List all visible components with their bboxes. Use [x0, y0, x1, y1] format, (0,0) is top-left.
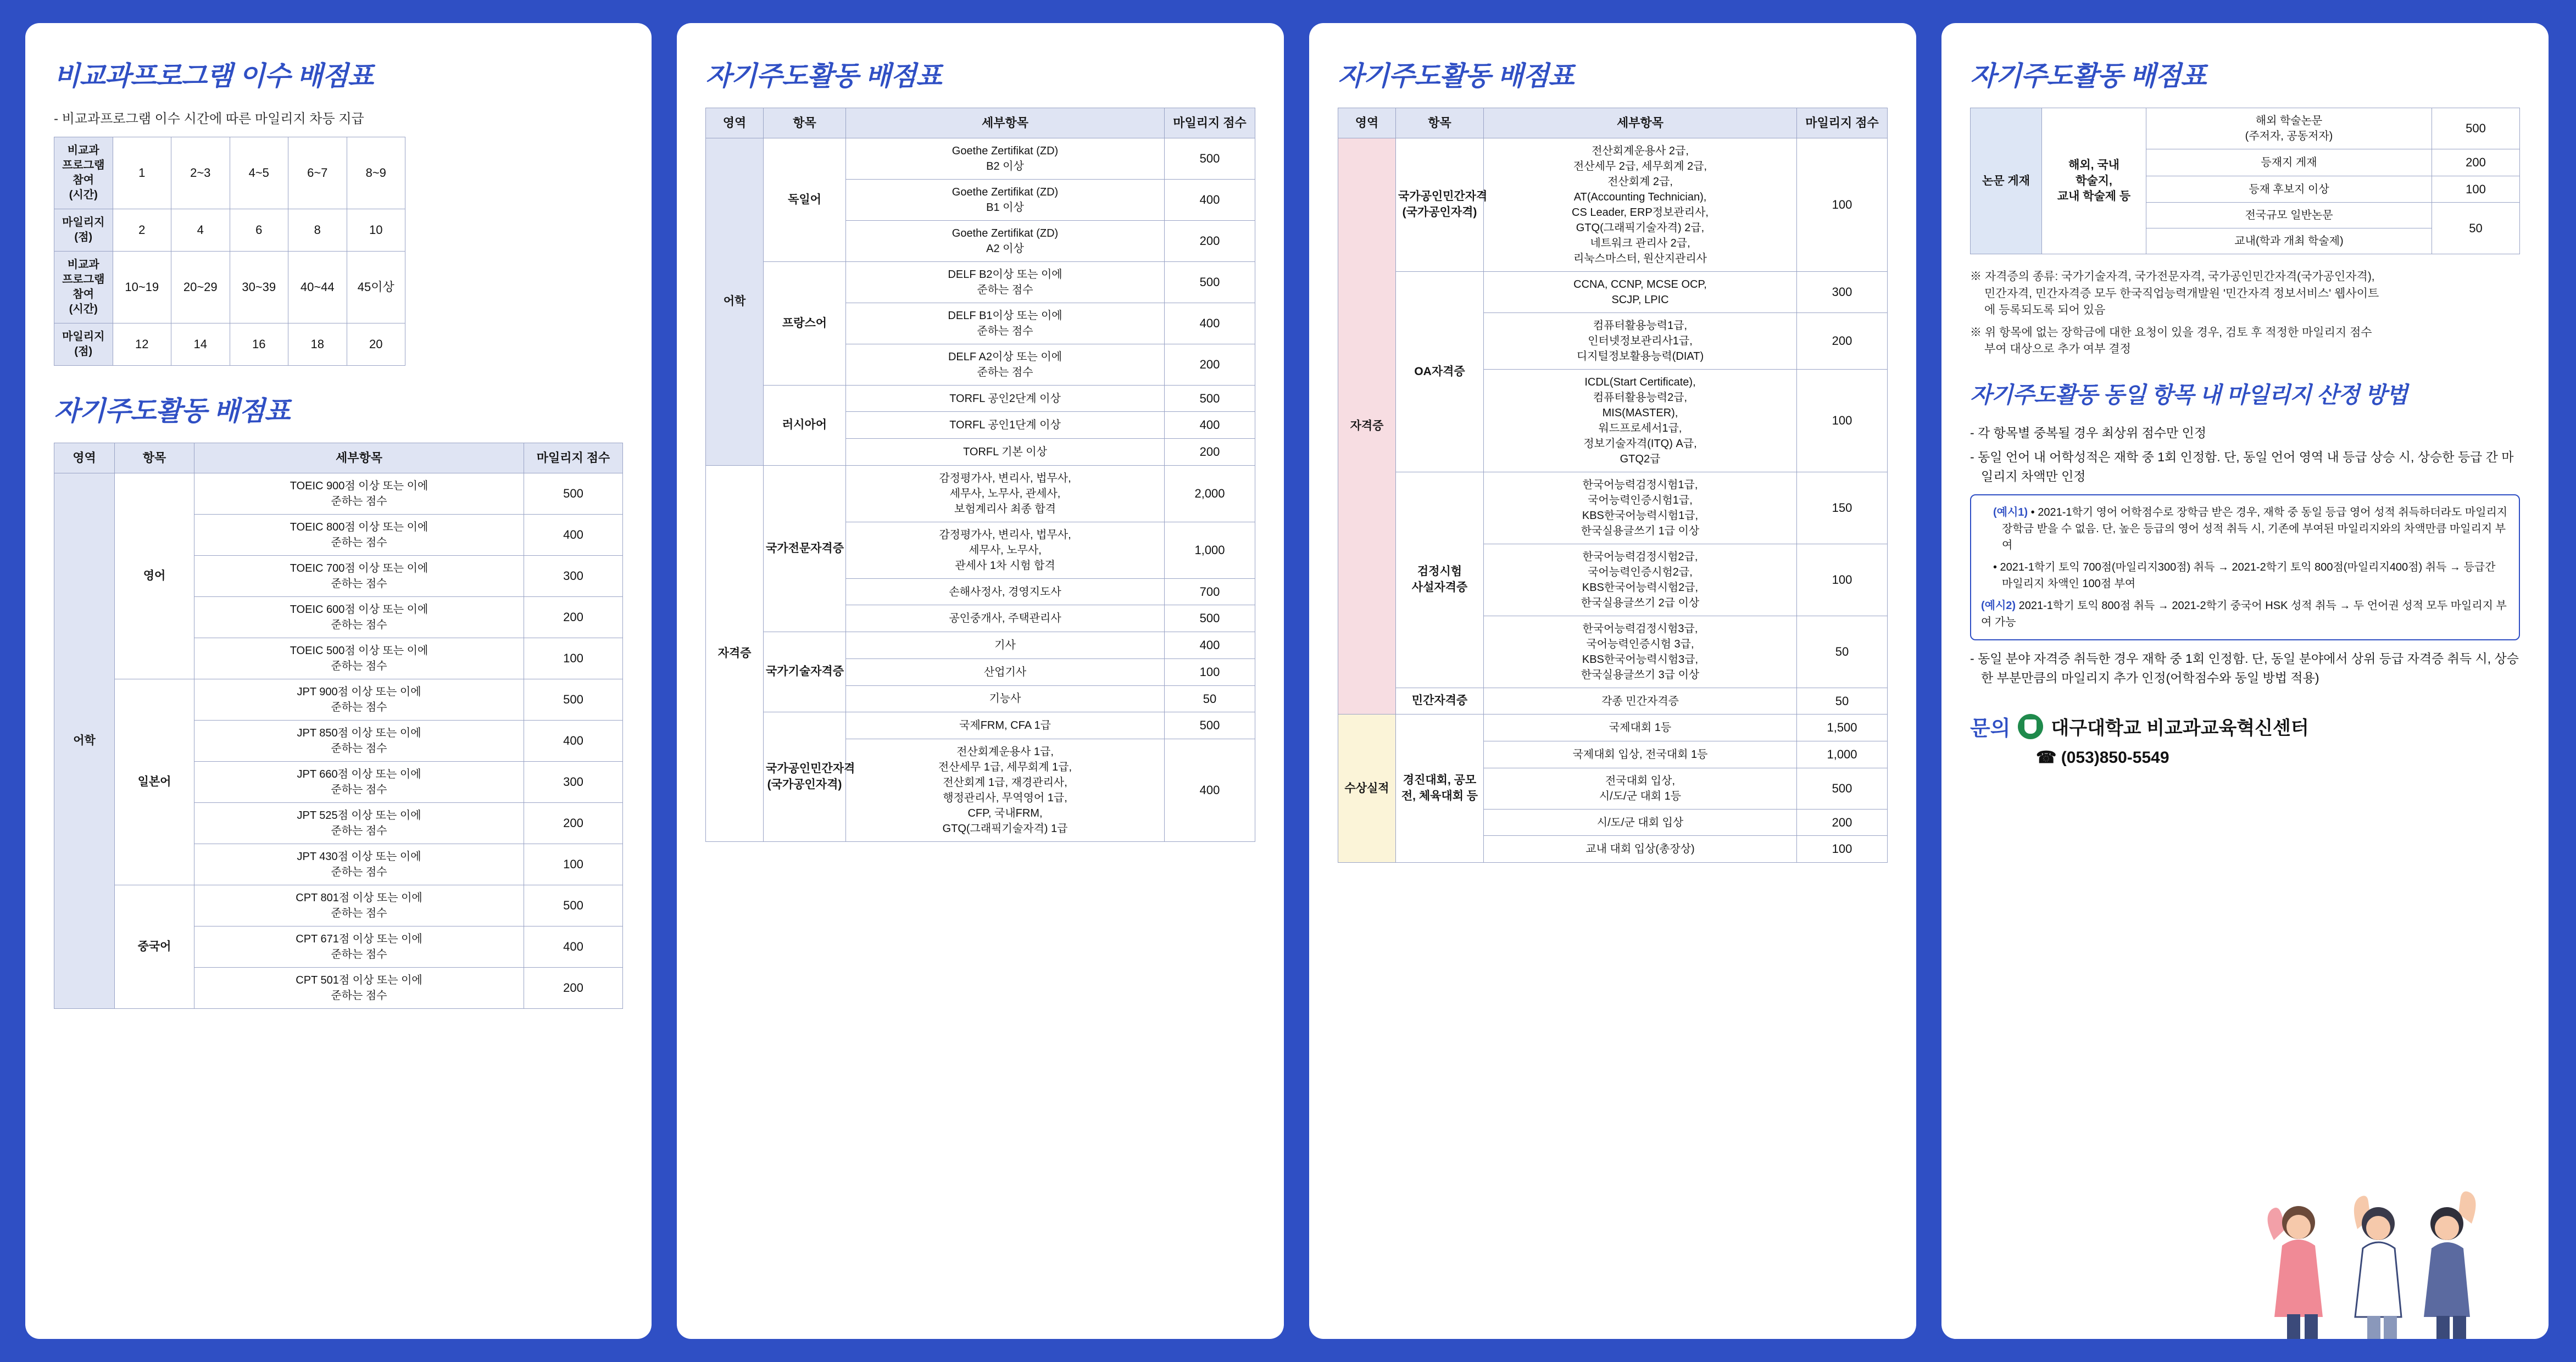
cell-score: 100	[524, 844, 623, 885]
table-cell: 1	[113, 137, 171, 209]
cell-score: 500	[1165, 138, 1255, 179]
header-score: 마일리지 점수	[524, 443, 623, 473]
cell-detail: JPT 850점 이상 또는 이에 준하는 점수	[194, 720, 524, 761]
cell-score: 200	[1165, 220, 1255, 261]
header-detail: 세부항목	[1484, 108, 1797, 138]
table-header-row	[706, 108, 1255, 138]
cell-score: 400	[1165, 412, 1255, 439]
cell-detail: CPT 801점 이상 또는 이에 준하는 점수	[194, 885, 524, 926]
cell-score: 2,000	[1165, 465, 1255, 522]
cell-detail: Goethe Zertifikat (ZD) A2 이상	[846, 220, 1165, 261]
cell-score: 500	[1165, 712, 1255, 739]
page-title-4: 자기주도활동 배점표	[1338, 62, 1574, 91]
cell-detail: JPT 430점 이상 또는 이에 준하는 점수	[194, 844, 524, 885]
university-logo-icon	[2018, 714, 2043, 739]
rules-list	[1970, 423, 2520, 486]
cell-detail: Goethe Zertifikat (ZD) B1 이상	[846, 179, 1165, 220]
table-cell: 16	[230, 323, 288, 366]
contact-label: 문의	[1970, 717, 2011, 741]
cell-score: 400	[524, 926, 623, 967]
table-row	[706, 261, 1255, 303]
page-title-1: 비교과프로그램 이수 배점표	[54, 62, 374, 91]
table-row	[1338, 138, 1888, 271]
table-row	[54, 323, 405, 366]
example-item: (예시1) • 2021-1학기 영어 어학점수로 장학금 받은 경우, 재학 중 동일 등급 영어 성적 취득하더라도 마일리지 장학금 받을 수 없음. 단, 높은 등급의 영어 성적 취득 시, 기존에 부여된 마일리지와의 차액만큼 마일리지 부여	[1993, 506, 2508, 552]
cell-detail: DELF B1이상 또는 이에 준하는 점수	[846, 303, 1165, 344]
cell-area: 수상실적	[1338, 715, 1396, 863]
self-directed-table-1	[54, 443, 623, 1009]
cell-score: 400	[524, 514, 623, 555]
cell-score: 500	[524, 885, 623, 926]
cell-detail: TOEIC 900점 이상 또는 이에 준하는 점수	[194, 473, 524, 514]
cell-detail: JPT 660점 이상 또는 이에 준하는 점수	[194, 761, 524, 802]
table-cell: 45이상	[347, 252, 405, 323]
table-header-row	[1338, 108, 1888, 138]
cell-detail: 한국어능력검정시험1급, 국어능력인증시험1급, KBS한국어능력시험1급, 한국실용글쓰기 1급 이상	[1484, 472, 1797, 544]
cell-detail: 국제대회 입상, 전국대회 1등	[1484, 741, 1797, 768]
row-header: 비교과 프로그램 참여 (시간)	[54, 252, 113, 323]
cell-detail: 컴퓨터활용능력1급, 인터넷정보관리사1급, 디지털정보활용능력(DIAT)	[1484, 312, 1797, 369]
cell-score: 1,000	[1165, 522, 1255, 578]
cell-item: 영어	[115, 473, 194, 679]
example-item: • 2021-1학기 토익 700점(마일리지300점) 취득 → 2021-2학기 토익 800점(마일리지400점) 취득 → 등급간 마일리지 차액인 100점 부여	[1993, 561, 2496, 590]
rules-title: 자기주도활동 동일 항목 내 마일리지 산정 방법	[1970, 382, 2407, 408]
table-cell: 14	[171, 323, 230, 366]
cell-detail: 전산회계운용사 2급, 전산세무 2급, 세무회계 2급, 전산회계 2급, AT(Accounting Technician), CS Leader, ERP정보관리사, GTQ(그래픽기술자격) 2급, 네트워크 관리사 2급, 리눅스마스터, 원산지관리사	[1484, 138, 1797, 271]
cell-item: 프랑스어	[764, 261, 846, 385]
cell-score: 500	[1165, 605, 1255, 632]
cell-detail: TOEIC 700점 이상 또는 이에 준하는 점수	[194, 555, 524, 596]
cell-item: 일본어	[115, 679, 194, 885]
table-row	[1971, 108, 2520, 149]
cell-area: 논문 게재	[1971, 108, 2042, 254]
cell-area: 자격증	[706, 465, 764, 841]
cell-detail: 감정평가사, 변리사, 법무사, 세무사, 노무사, 관세사 1차 시험 합격	[846, 522, 1165, 578]
table-cell: 12	[113, 323, 171, 366]
cell-score: 400	[1165, 179, 1255, 220]
table-cell: 40~44	[288, 252, 347, 323]
cell-score: 100	[524, 638, 623, 679]
cell-detail: 산업기사	[846, 658, 1165, 685]
table-row	[706, 632, 1255, 659]
table-cell: 8~9	[347, 137, 405, 209]
cell-score: 50	[1797, 616, 1888, 688]
cell-score: 400	[1165, 632, 1255, 659]
header-area: 영역	[1338, 108, 1396, 138]
cell-score: 50	[1165, 685, 1255, 712]
table-row	[54, 885, 623, 926]
cell-score: 400	[1165, 739, 1255, 841]
rules-list-2	[1970, 649, 2520, 687]
header-item: 항목	[115, 443, 194, 473]
cell-detail: 한국어능력검정시험2급, 국어능력인증시험2급, KBS한국어능력시험2급, 한국실용글쓰기 2급 이상	[1484, 544, 1797, 616]
self-directed-table-3	[1338, 108, 1888, 863]
cell-item: 중국어	[115, 885, 194, 1008]
cell-area: 자격증	[1338, 138, 1396, 715]
cell-detail: JPT 900점 이상 또는 이에 준하는 점수	[194, 679, 524, 720]
table-cell: 30~39	[230, 252, 288, 323]
cell-detail: 교내(학과 개최 학술제)	[2146, 228, 2432, 254]
table-row	[1338, 271, 1888, 312]
column-1	[25, 23, 652, 1339]
example-item-2: (예시2) 2021-1학기 토익 800점 취득 → 2021-2학기 중국어 HSK 성적 취득 → 두 언어권 성적 모두 마일리지 부여 가능	[1981, 600, 2507, 629]
header-detail: 세부항목	[846, 108, 1165, 138]
rule-item: - 동일 분야 자격증 취득한 경우 재학 중 1회 인정함. 단, 동일 분야에서 상위 등급 자격증 취득 시, 상승한 부분만큼의 마일리지 추가 인정(어학점수와 동일 방법 적용)	[1970, 651, 2519, 685]
header-score: 마일리지 점수	[1797, 108, 1888, 138]
header-area: 영역	[706, 108, 764, 138]
cell-score: 1,000	[1797, 741, 1888, 768]
cell-detail: TOEIC 600점 이상 또는 이에 준하는 점수	[194, 596, 524, 638]
cell-score: 100	[2432, 176, 2520, 203]
table-row	[1338, 715, 1888, 741]
rule-item: - 각 항목별 중복될 경우 최상위 점수만 인정	[1970, 425, 2207, 440]
cell-detail: CPT 501점 이상 또는 이에 준하는 점수	[194, 967, 524, 1008]
page-title-2: 자기주도활동 배점표	[54, 397, 290, 426]
table-cell: 20~29	[171, 252, 230, 323]
cell-score: 500	[1797, 768, 1888, 809]
table-cell: 20	[347, 323, 405, 366]
cell-detail: Goethe Zertifikat (ZD) B2 이상	[846, 138, 1165, 179]
cell-score: 500	[524, 679, 623, 720]
cell-item: 국가공인민간자격 (국가공인자격)	[1396, 138, 1484, 271]
cell-detail: 국제FRM, CFA 1급	[846, 712, 1165, 739]
paper-publication-table	[1970, 108, 2520, 254]
table-cell: 6~7	[288, 137, 347, 209]
table-cell: 4~5	[230, 137, 288, 209]
cell-item: 러시아어	[764, 385, 846, 465]
cell-detail: 공인중개사, 주택관리사	[846, 605, 1165, 632]
header-item: 항목	[764, 108, 846, 138]
students-illustration	[2241, 1158, 2527, 1339]
table-row	[706, 465, 1255, 522]
cell-detail: TOEIC 500점 이상 또는 이에 준하는 점수	[194, 638, 524, 679]
cell-score: 200	[2432, 149, 2520, 176]
table-cell: 6	[230, 209, 288, 252]
table-row	[54, 473, 623, 514]
cell-detail: 등재 후보지 이상	[2146, 176, 2432, 203]
cell-detail: CPT 671점 이상 또는 이에 준하는 점수	[194, 926, 524, 967]
cell-detail: 시/도/군 대회 입상	[1484, 809, 1797, 836]
cell-detail: 국제대회 1등	[1484, 715, 1797, 741]
cell-item: 독일어	[764, 138, 846, 261]
table-cell: 4	[171, 209, 230, 252]
cell-score: 200	[524, 802, 623, 844]
table-row	[54, 679, 623, 720]
cell-detail: 등재지 게재	[2146, 149, 2432, 176]
table-cell: 2~3	[171, 137, 230, 209]
cell-detail: 각종 민간자격증	[1484, 688, 1797, 715]
cell-score: 50	[1797, 688, 1888, 715]
table-cell: 10	[347, 209, 405, 252]
header-score: 마일리지 점수	[1165, 108, 1255, 138]
cell-score: 500	[1165, 385, 1255, 412]
table-row	[54, 137, 405, 209]
footnotes	[1970, 269, 2520, 358]
hours-mileage-table	[54, 137, 405, 366]
cell-detail: 전산회계운용사 1급, 전산세무 1급, 세무회계 1급, 전산회계 1급, 재경관리사, 행정관리사, 무역영어 1급, CFP, 국내FRM, GTQ(그래픽기술자격) 1급	[846, 739, 1165, 841]
cell-score: 200	[1165, 439, 1255, 466]
footnote: ※ 위 항목에 없는 장학금에 대한 요청이 있을 경우, 검토 후 적정한 마일리지 점수 부여 대상으로 추가 여부 결정	[1970, 326, 2372, 356]
cell-score: 1,500	[1797, 715, 1888, 741]
cell-area: 어학	[706, 138, 764, 465]
table-row	[706, 712, 1255, 739]
cell-item: 국가기술자격증	[764, 632, 846, 712]
row-header: 마일리지 (점)	[54, 209, 113, 252]
cell-score: 500	[1165, 261, 1255, 303]
cell-score: 200	[524, 596, 623, 638]
table-header-row	[54, 443, 623, 473]
cell-detail: 손해사정사, 경영지도사	[846, 578, 1165, 605]
cell-score: 200	[524, 967, 623, 1008]
cell-item: 민간자격증	[1396, 688, 1484, 715]
cell-detail: 기능사	[846, 685, 1165, 712]
row-header: 마일리지 (점)	[54, 323, 113, 366]
cell-detail: 해외 학술논문 (주저자, 공동저자)	[2146, 108, 2432, 149]
cell-detail: TOEIC 800점 이상 또는 이에 준하는 점수	[194, 514, 524, 555]
cell-score: 300	[524, 555, 623, 596]
cell-score: 100	[1165, 658, 1255, 685]
cell-item: OA자격증	[1396, 271, 1484, 472]
table-row	[54, 209, 405, 252]
table-row	[1338, 472, 1888, 544]
cell-score: 300	[1797, 271, 1888, 312]
footnote: ※ 자격증의 종류: 국가기술자격, 국가전문자격, 국가공인민간자격(국가공인자격), 민간자격, 민간자격증 모두 한국직업능력개발원 '민간자격 정보서비스' 웹사이트 에 등록되도록 되어 있음	[1970, 270, 2379, 317]
row-header: 비교과 프로그램 참여 (시간)	[54, 137, 113, 209]
header-item: 항목	[1396, 108, 1484, 138]
contact-org: 대구대학교 비교과교육혁신센터	[2051, 718, 2309, 739]
cell-item: 국가전문자격증	[764, 465, 846, 632]
cell-score: 500	[2432, 108, 2520, 149]
cell-score: 100	[1797, 369, 1888, 472]
table-cell: 8	[288, 209, 347, 252]
rule-item: - 동일 언어 내 어학성적은 재학 중 1회 인정함. 단, 동일 언어 영역 내 등급 상승 시, 상승한 등급 간 마일리지 차액만 인정	[1970, 450, 2514, 483]
cell-score: 150	[1797, 472, 1888, 544]
header-area: 영역	[54, 443, 115, 473]
table-row	[54, 252, 405, 323]
header-detail: 세부항목	[194, 443, 524, 473]
table-row	[706, 385, 1255, 412]
cell-detail: 감정평가사, 변리사, 법무사, 세무사, 노무사, 관세사, 보험계리사 최종 합격	[846, 465, 1165, 522]
column-2	[677, 23, 1284, 1339]
cell-item: 해외, 국내 학술지, 교내 학술제 등	[2042, 108, 2146, 254]
table-cell: 10~19	[113, 252, 171, 323]
cell-score: 300	[524, 761, 623, 802]
cell-score: 100	[1797, 836, 1888, 863]
cell-score: 100	[1797, 138, 1888, 271]
cell-score: 400	[524, 720, 623, 761]
cell-item: 검정시험 사설자격증	[1396, 472, 1484, 688]
page-title-5: 자기주도활동 배점표	[1970, 62, 2206, 91]
cell-detail: 교내 대회 입상(총장상)	[1484, 836, 1797, 863]
cell-detail: TORFL 공인1단계 이상	[846, 412, 1165, 439]
table-row	[706, 138, 1255, 179]
cell-score: 200	[1797, 312, 1888, 369]
cell-score: 200	[1165, 344, 1255, 385]
cell-item: 국가공인민간자격 (국가공인자격)	[764, 712, 846, 842]
cell-area: 어학	[54, 473, 115, 1008]
cell-score: 700	[1165, 578, 1255, 605]
cell-score: 50	[2432, 203, 2520, 254]
cell-score: 200	[1797, 809, 1888, 836]
cell-detail: 한국어능력검정시험3급, 국어능력인증시험 3급, KBS한국어능력시험3급, 한국실용글쓰기 3급 이상	[1484, 616, 1797, 688]
page-title-3: 자기주도활동 배점표	[705, 62, 942, 91]
column-3	[1309, 23, 1916, 1339]
table-row	[1338, 688, 1888, 715]
table-cell: 2	[113, 209, 171, 252]
cell-detail: DELF B2이상 또는 이에 준하는 점수	[846, 261, 1165, 303]
column-4	[1941, 23, 2549, 1339]
contact-block	[1970, 711, 2520, 741]
cell-detail: 전국대회 입상, 시/도/군 대회 1등	[1484, 768, 1797, 809]
cell-score: 100	[1797, 544, 1888, 616]
note-1: - 비교과프로그램 이수 시간에 따른 마일리지 차등 지급	[54, 111, 364, 126]
cell-score: 500	[524, 473, 623, 514]
table-cell: 18	[288, 323, 347, 366]
cell-detail: 기사	[846, 632, 1165, 659]
example-box-1	[1970, 494, 2520, 640]
cell-item: 경진대회, 공모 전, 체육대회 등	[1396, 715, 1484, 863]
cell-detail: JPT 525점 이상 또는 이에 준하는 점수	[194, 802, 524, 844]
self-directed-table-2	[705, 108, 1255, 842]
contact-phone: ☎ (053)850-5549	[2036, 749, 2169, 767]
cell-detail: CCNA, CCNP, MCSE OCP, SCJP, LPIC	[1484, 271, 1797, 312]
cell-detail: TORFL 공인2단계 이상	[846, 385, 1165, 412]
cell-detail: ICDL(Start Certificate), 컴퓨터활용능력2급, MIS(MASTER), 워드프로세서1급, 정보기술자격(ITQ) A급, GTQ2급	[1484, 369, 1797, 472]
cell-detail: 전국규모 일반논문	[2146, 203, 2432, 228]
cell-detail: DELF A2이상 또는 이에 준하는 점수	[846, 344, 1165, 385]
cell-detail: TORFL 기본 이상	[846, 439, 1165, 466]
cell-score: 400	[1165, 303, 1255, 344]
